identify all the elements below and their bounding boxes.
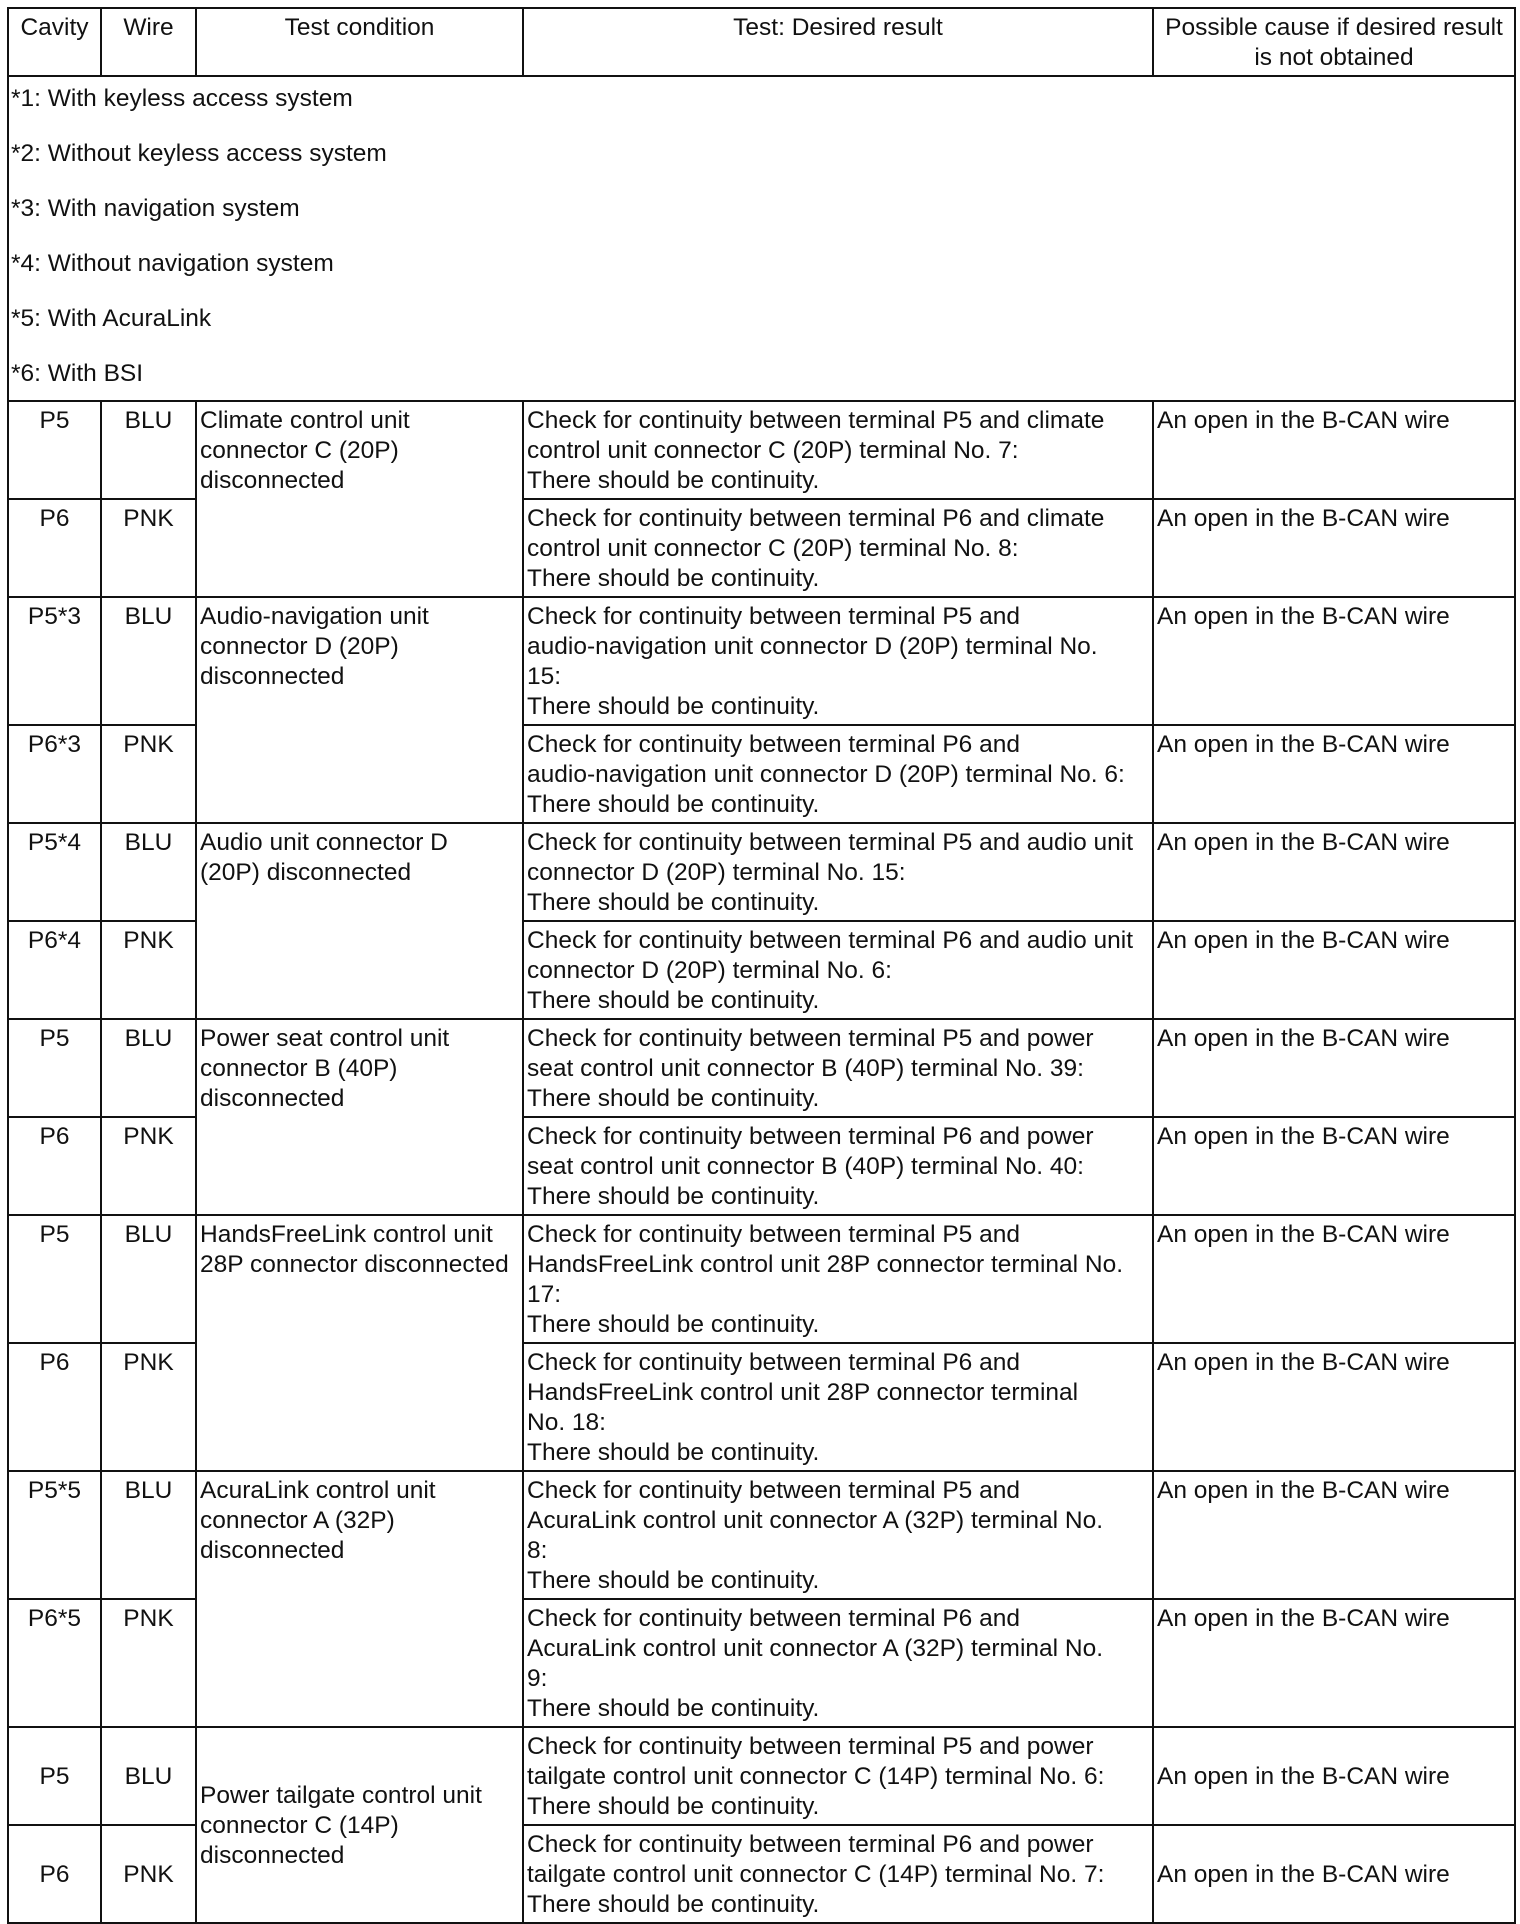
footnote: *1: With keyless access system [11,85,353,112]
test-condition-cell: Audio-navigation unit connector D (20P) disconnected [196,597,523,823]
desired-result-cell: Check for continuity between terminal P6 and audio-navigation unit connector D (20P) terminal No. 6: There should be continuity. [523,725,1153,823]
footnote: *5: With AcuraLink [11,305,212,332]
table-row [8,1727,1515,1825]
wire-cell: PNK [101,1599,196,1727]
table-row [8,1215,1515,1343]
wire-cell: PNK [101,921,196,1019]
possible-cause-cell: An open in the B-CAN wire [1153,597,1515,725]
wire-cell: BLU [101,401,196,499]
cavity-cell: P6*3 [8,725,101,823]
wire-cell: PNK [101,1117,196,1215]
desired-result-cell: Check for continuity between terminal P6 and power seat control unit connector B (40P) terminal No. 40: There should be continuity. [523,1117,1153,1215]
header-cavity: Cavity [8,8,101,76]
cavity-cell: P6 [8,1117,101,1215]
table-body [8,76,1515,1923]
cavity-cell: P6*5 [8,1599,101,1727]
footnote: *2: Without keyless access system [11,140,387,167]
cavity-cell: P5 [8,1019,101,1117]
table-row [8,1019,1515,1117]
footnote: *6: With BSI [11,360,144,387]
possible-cause-cell: An open in the B-CAN wire [1153,1215,1515,1343]
cavity-cell: P5*5 [8,1471,101,1599]
cavity-cell: P5 [8,401,101,499]
possible-cause-cell: An open in the B-CAN wire [1153,921,1515,1019]
wire-cell: BLU [101,823,196,921]
header-possible-cause: Possible cause if desired result is not obtained [1153,8,1515,76]
test-condition-cell: Audio unit connector D (20P) disconnected [196,823,523,1019]
possible-cause-cell: An open in the B-CAN wire [1153,1343,1515,1471]
test-condition-cell: HandsFreeLink control unit 28P connector disconnected [196,1215,523,1471]
desired-result-cell: Check for continuity between terminal P5 and climate control unit connector C (20P) terminal No. 7: There should be continuity. [523,401,1153,499]
desired-result-cell: Check for continuity between terminal P6 and audio unit connector D (20P) terminal No. 6: There should be continuity. [523,921,1153,1019]
wire-cell: PNK [101,499,196,597]
wire-cell: BLU [101,1019,196,1117]
table-row [8,823,1515,921]
footnotes-cell [8,76,1515,401]
test-condition-cell: Power tailgate control unit connector C (14P) disconnected [196,1727,523,1923]
desired-result-cell: Check for continuity between terminal P5 and HandsFreeLink control unit 28P connector terminal No. 17: There should be continuity. [523,1215,1153,1343]
desired-result-cell: Check for continuity between terminal P5 and audio unit connector D (20P) terminal No. 15: There should be continuity. [523,823,1153,921]
possible-cause-cell: An open in the B-CAN wire [1153,1019,1515,1117]
footnote: *4: Without navigation system [11,250,334,277]
header-row [8,8,1515,76]
possible-cause-cell: An open in the B-CAN wire [1153,823,1515,921]
continuity-test-table [7,7,1516,1924]
wire-cell: PNK [101,725,196,823]
possible-cause-cell: An open in the B-CAN wire [1153,1599,1515,1727]
wire-cell: BLU [101,597,196,725]
possible-cause-cell: An open in the B-CAN wire [1153,1727,1515,1825]
wire-cell: BLU [101,1727,196,1825]
test-condition-cell: Climate control unit connector C (20P) disconnected [196,401,523,597]
possible-cause-cell: An open in the B-CAN wire [1153,1117,1515,1215]
wire-cell: BLU [101,1215,196,1343]
possible-cause-cell: An open in the B-CAN wire [1153,1825,1515,1923]
cavity-cell: P5*3 [8,597,101,725]
test-condition-cell: AcuraLink control unit connector A (32P) disconnected [196,1471,523,1727]
table-row [8,1471,1515,1599]
footnote: *3: With navigation system [11,195,300,222]
cavity-cell: P5 [8,1727,101,1825]
possible-cause-cell: An open in the B-CAN wire [1153,499,1515,597]
desired-result-cell: Check for continuity between terminal P6 and AcuraLink control unit connector A (32P) terminal No. 9: There should be continuity. [523,1599,1153,1727]
possible-cause-cell: An open in the B-CAN wire [1153,1471,1515,1599]
table-row [8,401,1515,499]
possible-cause-cell: An open in the B-CAN wire [1153,401,1515,499]
cavity-cell: P6 [8,1343,101,1471]
cavity-cell: P5*4 [8,823,101,921]
desired-result-cell: Check for continuity between terminal P5 and power seat control unit connector B (40P) terminal No. 39: There should be continuity. [523,1019,1153,1117]
cavity-cell: P5 [8,1215,101,1343]
test-condition-cell: Power seat control unit connector B (40P) disconnected [196,1019,523,1215]
wire-cell: PNK [101,1825,196,1923]
header-desired-result: Test: Desired result [523,8,1153,76]
notes-row [8,76,1515,401]
cavity-cell: P6 [8,499,101,597]
desired-result-cell: Check for continuity between terminal P6 and climate control unit connector C (20P) terminal No. 8: There should be continuity. [523,499,1153,597]
possible-cause-cell: An open in the B-CAN wire [1153,725,1515,823]
desired-result-cell: Check for continuity between terminal P5 and power tailgate control unit connector C (14P) terminal No. 6: There should be continuity. [523,1727,1153,1825]
desired-result-cell: Check for continuity between terminal P5 and audio-navigation unit connector D (20P) terminal No. 15: There should be continuity. [523,597,1153,725]
wire-cell: PNK [101,1343,196,1471]
header-test-condition: Test condition [196,8,523,76]
desired-result-cell: Check for continuity between terminal P5 and AcuraLink control unit connector A (32P) terminal No. 8: There should be continuity. [523,1471,1153,1599]
desired-result-cell: Check for continuity between terminal P6 and HandsFreeLink control unit 28P connector terminal No. 18: There should be continuity. [523,1343,1153,1471]
table-row [8,597,1515,725]
wire-cell: BLU [101,1471,196,1599]
cavity-cell: P6 [8,1825,101,1923]
header-wire: Wire [101,8,196,76]
desired-result-cell: Check for continuity between terminal P6 and power tailgate control unit connector C (14P) terminal No. 7: There should be continuity. [523,1825,1153,1923]
cavity-cell: P6*4 [8,921,101,1019]
